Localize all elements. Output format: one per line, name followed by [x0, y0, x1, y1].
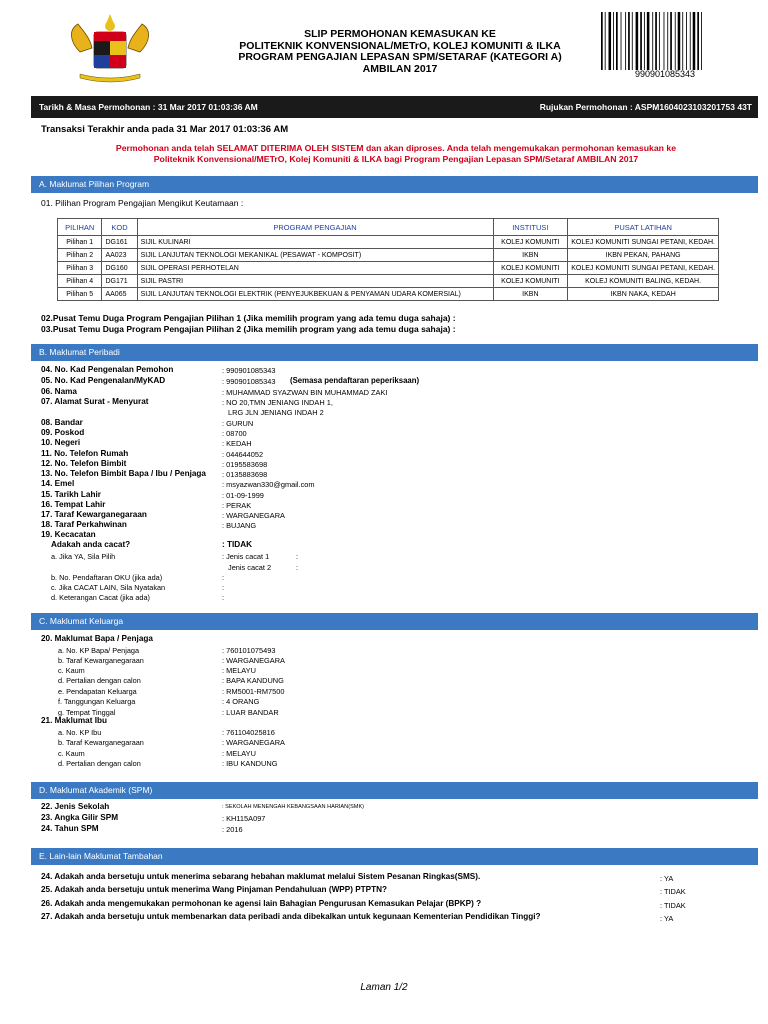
- disability-answer: : TIDAK: [222, 540, 253, 549]
- section-title: A. Maklumat Pilihan Program: [39, 179, 150, 189]
- cell-institution: KOLEJ KOMUNITI: [493, 262, 568, 275]
- field-label: 07. Alamat Surat - Menyurat: [41, 397, 149, 406]
- field-value: :: [296, 552, 299, 561]
- field-label: 25. Adakah anda bersetuju untuk menerima Wang Pinjaman Pendahuluan (WPP) PTPTN?: [41, 885, 388, 894]
- cell-code: AA023: [102, 249, 137, 262]
- cell-program: SIJIL PASTRI: [137, 275, 493, 288]
- field-value: : Jenis cacat 1: [222, 552, 270, 561]
- field-label: 17. Taraf Kewarganegaraan: [41, 510, 147, 519]
- field-value: :: [222, 593, 225, 602]
- field-label: d. Pertalian dengan calon: [58, 759, 141, 768]
- barcode-bar: [632, 12, 633, 70]
- section-a-header: [31, 176, 758, 193]
- barcode-bar: [640, 12, 642, 70]
- table-row: [58, 236, 719, 249]
- field-label: 15. Tarikh Lahir: [41, 490, 101, 499]
- barcode-bar: [601, 12, 603, 70]
- last-transaction: Transaksi Terakhir anda pada 31 Mar 2017 01:03:36 AM: [41, 124, 289, 135]
- slip-title: [200, 29, 600, 75]
- field-value: : 990901085343: [222, 366, 276, 375]
- barcode-bar: [621, 12, 622, 70]
- field-label: a. No. KP Bapa/ Penjaga: [58, 646, 139, 655]
- question-02: 02.Pusat Temu Duga Program Pengajian Pilihan 1 (Jika memilih program yang ada temu duga sahaja) :: [41, 313, 456, 323]
- cell-choice: Pilihan 3: [58, 262, 102, 275]
- cell-code: AA065: [102, 288, 137, 301]
- field-label: 16. Tempat Lahir: [41, 500, 106, 509]
- section-e-header: [31, 848, 758, 865]
- field-value: :: [222, 583, 225, 592]
- field-label: 08. Bandar: [41, 418, 83, 427]
- success-notice: [41, 143, 751, 165]
- field-label: c. Kaum: [58, 749, 85, 758]
- barcode-bar: [678, 12, 681, 70]
- cell-program: SIJIL KULINARI: [137, 236, 493, 249]
- field-label: 10. Negeri: [41, 438, 81, 447]
- field-value: : 761104025816: [222, 728, 275, 737]
- field-value: : BUJANG: [222, 521, 257, 530]
- field-value: : 0135883698: [222, 470, 268, 479]
- field-value: Jenis cacat 2: [228, 563, 272, 572]
- barcode-bar: [647, 12, 650, 70]
- cell-center: KOLEJ KOMUNITI SUNGAI PETANI, KEDAH.: [568, 262, 719, 275]
- cell-program: SIJIL LANJUTAN TEKNOLOGI ELEKTRIK (PENYEJUKBEKUAN & PENYAMAN UDARA KOMERSIAL): [137, 288, 493, 301]
- field-label: b. Taraf Kewarganegaraan: [58, 656, 144, 665]
- page-number: Laman 1/2: [360, 982, 408, 993]
- field-label: b. Taraf Kewarganegaraan: [58, 738, 144, 747]
- col-header: PILIHAN: [58, 219, 102, 236]
- barcode-bar: [675, 12, 676, 70]
- question-03: 03.Pusat Temu Duga Program Pengajian Pilihan 2 (Jika memilih program yang ada temu duga sahaja) :: [41, 324, 456, 334]
- field-value: : 760101075493: [222, 646, 276, 655]
- col-header: KOD: [102, 219, 137, 236]
- field-value: : TIDAK: [660, 901, 686, 910]
- barcode-image: [600, 12, 730, 70]
- field-value: :: [222, 573, 225, 582]
- section-d-header: [31, 782, 758, 799]
- field-label: g. Tempat Tinggal: [58, 708, 116, 717]
- field-value: : TIDAK: [660, 887, 686, 896]
- field-label: 24. Adakah anda bersetuju untuk menerima sebarang hebahan maklumat melalui Sistem Pesanan Ringkas(SMS).: [41, 872, 481, 881]
- application-datetime: Tarikh & Masa Permohonan : 31 Mar 2017 01:03:36 AM: [39, 102, 258, 112]
- disability-question: Adakah anda cacat?: [51, 540, 131, 549]
- field-value: : MELAYU: [222, 749, 256, 758]
- field-value: : 044644052: [222, 450, 264, 459]
- field-label: 23. Angka Gilir SPM: [41, 813, 119, 822]
- field-value: : 990901085343: [222, 377, 276, 386]
- field-value: : YA: [660, 914, 674, 923]
- field-label: 22. Jenis Sekolah: [41, 802, 110, 811]
- field-value: : 2016: [222, 825, 243, 834]
- field-value: : BAPA KANDUNG: [222, 676, 284, 685]
- field-value: : 0195583698: [222, 460, 268, 469]
- cell-center: IKBN NAKA, KEDAH: [568, 288, 719, 301]
- cell-center: IKBN PEKAN, PAHANG: [568, 249, 719, 262]
- barcode-number: 990901085343: [634, 69, 696, 79]
- section-title: E. Lain-lain Maklumat Tambahan: [39, 851, 163, 861]
- barcode-bar: [616, 12, 618, 70]
- field-label: c. Kaum: [58, 666, 85, 675]
- barcode-bar: [690, 12, 691, 70]
- cell-center: KOLEJ KOMUNITI BALING, KEDAH.: [568, 275, 719, 288]
- cell-program: SIJIL LANJUTAN TEKNOLOGI MEKANIKAL (PESAWAT - KOMPOSIT): [137, 249, 493, 262]
- field-value: : NO 20,TMN JENIANG INDAH 1,: [222, 398, 333, 407]
- cell-choice: Pilihan 5: [58, 288, 102, 301]
- field-label: 09. Poskod: [41, 428, 85, 437]
- title-line: AMBILAN 2017: [362, 62, 438, 75]
- field-label: 26. Adakah anda mengemukakan permohonan ke agensi lain Bahagian Pengurusan Kemasukan Pelajar (BPKP) ?: [41, 899, 482, 908]
- field-value: : YA: [660, 874, 674, 883]
- cell-institution: KOLEJ KOMUNITI: [493, 236, 568, 249]
- field-value: : GURUN: [222, 419, 254, 428]
- field-label: e. Pendapatan Keluarga: [58, 687, 137, 696]
- field-label: 06. Nama: [41, 387, 77, 396]
- barcode-bar: [659, 12, 660, 70]
- field-label: d. Keterangan Cacat (jika ada): [51, 593, 150, 602]
- field-label: a. No. KP Ibu: [58, 728, 102, 737]
- section-c-header: [31, 613, 758, 630]
- field-value: : KH115A097: [222, 814, 266, 823]
- field-value: : SEKOLAH MENENGAH KEBANGSAAN HARIAN(SMK): [222, 804, 365, 810]
- barcode-bar: [697, 12, 699, 70]
- barcode-bar: [664, 12, 665, 70]
- cell-code: DG160: [102, 262, 137, 275]
- title-line: POLITEKNIK KONVENSIONAL/METrO, KOLEJ KOMUNITI & ILKA: [239, 39, 561, 52]
- section-title: D. Maklumat Akademik (SPM): [39, 785, 153, 795]
- section-title: B. Maklumat Peribadi: [39, 347, 120, 357]
- field-label: 21. Maklumat Ibu: [41, 716, 107, 725]
- cell-program: SIJIL OPERASI PERHOTELAN: [137, 262, 493, 275]
- table-row: [58, 275, 719, 288]
- field-label: 04. No. Kad Pengenalan Pemohon: [41, 365, 174, 374]
- field-value: : 4 ORANG: [222, 697, 260, 706]
- table-row: [58, 262, 719, 275]
- field-value: :: [296, 563, 299, 572]
- barcode-bar: [613, 12, 614, 70]
- field-value: : WARGANEGARA: [222, 511, 285, 520]
- field-label: 11. No. Telefon Rumah: [41, 449, 129, 458]
- cell-center: KOLEJ KOMUNITI SUNGAI PETANI, KEDAH.: [568, 236, 719, 249]
- cell-institution: KOLEJ KOMUNITI: [493, 275, 568, 288]
- barcode-bar: [670, 12, 672, 70]
- cell-institution: IKBN: [493, 249, 568, 262]
- field-label: 12. No. Telefon Bimbit: [41, 459, 127, 468]
- cell-code: DG161: [102, 236, 137, 249]
- field-label: 19. Kecacatan: [41, 530, 96, 539]
- section-b-header: [31, 344, 758, 361]
- cell-choice: Pilihan 4: [58, 275, 102, 288]
- field-value: : WARGANEGARA: [222, 656, 285, 665]
- field-label: a. Jika YA, Sila Pilih: [51, 552, 116, 561]
- col-header: INSTITUSI: [493, 219, 568, 236]
- coat-of-arms-logo: [50, 12, 170, 87]
- application-info-bar: [31, 96, 758, 118]
- notice-line: Politeknik Konvensional/METrO, Kolej Komuniti & ILKA bagi Program Pengajian Lepasan SPM/Setaraf AMBILAN 2017: [153, 154, 639, 164]
- field-value: : 01-09-1999: [222, 491, 264, 500]
- barcode-bar: [644, 12, 645, 70]
- barcode-bar: [636, 12, 639, 70]
- field-value: : WARGANEGARA: [222, 738, 285, 747]
- section-title: C. Maklumat Keluarga: [39, 616, 124, 626]
- field-label: 13. No. Telefon Bimbit Bapa / Ibu / Penjaga: [41, 469, 206, 478]
- field-value: : MUHAMMAD SYAZWAN BIN MUHAMMAD ZAKI: [222, 388, 388, 397]
- barcode-bar: [655, 12, 657, 70]
- field-value: : LUAR BANDAR: [222, 708, 279, 717]
- field-value: LRG JLN JENIANG INDAH 2: [228, 408, 324, 417]
- barcode-bar: [628, 12, 630, 70]
- field-label: 20. Maklumat Bapa / Penjaga: [41, 634, 153, 643]
- barcode-bar: [686, 12, 687, 70]
- field-value: : 08700: [222, 429, 247, 438]
- notice-line: Permohonan anda telah SELAMAT DITERIMA OLEH SISTEM dan akan diproses. Anda telah mengemukakan permohonan kemasukan ke: [115, 143, 677, 153]
- field-label: f. Tanggungan Keluarga: [58, 697, 136, 706]
- cell-choice: Pilihan 1: [58, 236, 102, 249]
- field-value: : KEDAH: [222, 439, 252, 448]
- field-label: d. Pertalian dengan calon: [58, 676, 141, 685]
- field-value: : PERAK: [222, 501, 252, 510]
- cell-choice: Pilihan 2: [58, 249, 102, 262]
- field-value: : MELAYU: [222, 666, 256, 675]
- barcode-bar: [701, 12, 702, 70]
- field-label: 14. Emel: [41, 479, 75, 488]
- cell-code: DG171: [102, 275, 137, 288]
- table-row: [58, 249, 719, 262]
- barcode-bar: [667, 12, 668, 70]
- field-label: 18. Taraf Perkahwinan: [41, 520, 127, 529]
- cell-institution: IKBN: [493, 288, 568, 301]
- table-row: [58, 288, 719, 301]
- col-header: PUSAT LATIHAN: [568, 219, 719, 236]
- program-choices-table: [57, 218, 719, 301]
- barcode-bar: [609, 12, 612, 70]
- barcode-bar: [693, 12, 696, 70]
- barcode-bar: [652, 12, 653, 70]
- table-header-row: [58, 219, 719, 236]
- application-reference: Rujukan Permohonan : ASPM1604023103201753 43T: [539, 102, 752, 112]
- barcode-bar: [682, 12, 683, 70]
- title-line: SLIP PERMOHONAN KEMASUKAN KE: [304, 28, 496, 40]
- field-note: (Semasa pendaftaran peperiksaan): [290, 376, 420, 385]
- question-01: 01. Pilihan Program Pengajian Mengikut Keutamaan :: [41, 198, 244, 208]
- col-header: PROGRAM PENGAJIAN: [137, 219, 493, 236]
- field-label: 24. Tahun SPM: [41, 824, 99, 833]
- title-line: PROGRAM PENGAJIAN LEPASAN SPM/SETARAF (KATEGORI A): [238, 51, 562, 63]
- field-label: b. No. Pendaftaran OKU (jika ada): [51, 573, 163, 582]
- barcode-bar: [605, 12, 606, 70]
- field-label: 05. No. Kad Pengenalan/MyKAD: [41, 376, 166, 385]
- field-value: : RM5001-RM7500: [222, 687, 285, 696]
- barcode-bar: [625, 12, 626, 70]
- field-value: : msyazwan330@gmail.com: [222, 480, 315, 489]
- field-label: 27. Adakah anda bersetuju untuk membenarkan data peribadi anda dibekalkan untuk kegunaan Kementerian Pendidikan Tinggi?: [41, 912, 541, 921]
- field-label: c. Jika CACAT LAIN, Sila Nyatakan: [51, 583, 166, 592]
- field-value: : IBU KANDUNG: [222, 759, 278, 768]
